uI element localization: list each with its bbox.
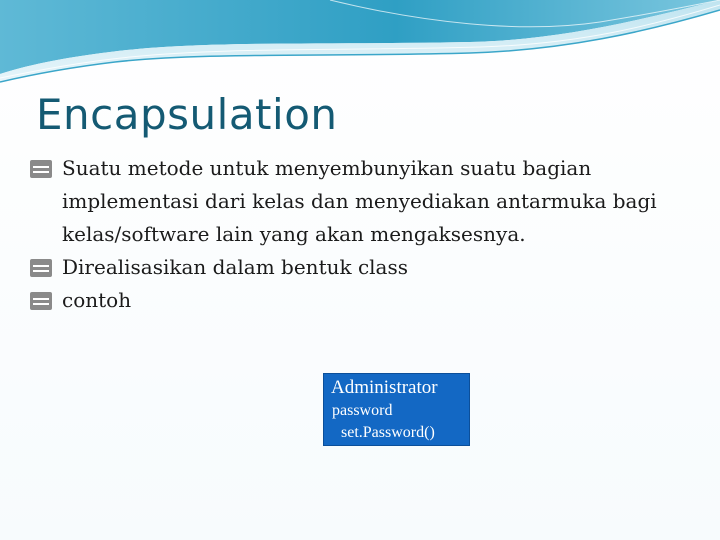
bullet-line: implementasi dari kelas dan menyediakan antarmuka bagi xyxy=(62,189,657,213)
bullet-placeholder-icon xyxy=(30,259,52,277)
bullet-placeholder-icon xyxy=(30,160,52,178)
slide-title: Encapsulation xyxy=(36,90,338,139)
header-wave-decoration xyxy=(0,0,720,90)
bullet-line: kelas/software lain yang akan mengaksesnya. xyxy=(62,222,526,246)
bullet-line: Direalisasikan dalam bentuk class xyxy=(62,255,409,279)
bullet-item xyxy=(30,152,690,251)
bullet-item xyxy=(30,284,690,317)
bullet-line: Suatu metode untuk menyembunyikan suatu bagian xyxy=(62,156,592,180)
class-method: set.Password() xyxy=(341,424,435,441)
bullet-list xyxy=(30,152,690,317)
class-attribute: password xyxy=(332,402,393,419)
uml-class-box xyxy=(323,373,470,446)
bullet-line: contoh xyxy=(62,288,132,312)
bullet-placeholder-icon xyxy=(30,292,52,310)
class-name: Administrator xyxy=(331,377,438,398)
bullet-item xyxy=(30,251,690,284)
